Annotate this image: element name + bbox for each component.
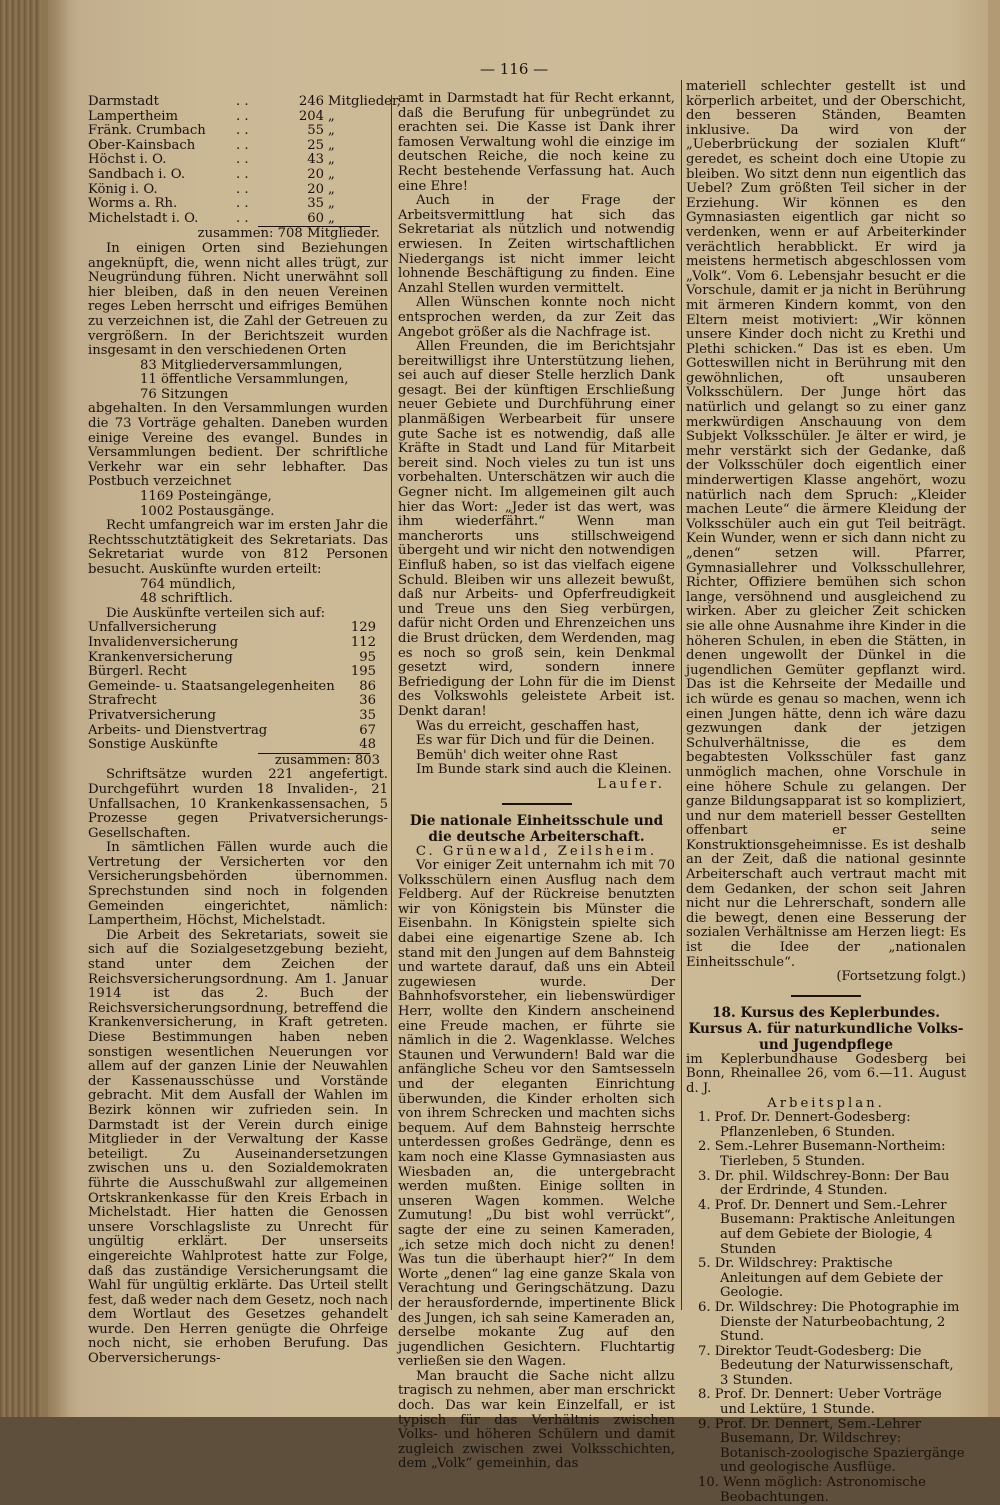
member-count: 25: [307, 137, 324, 153]
topic-name: Strafrecht: [88, 693, 157, 709]
leader-dots: . .: [236, 152, 249, 168]
verse-line: Im Bunde stark sind auch die Kleinen.: [416, 762, 672, 778]
spacer: [376, 724, 388, 739]
article-author: C. Grünewald, Zeilsheim.: [415, 843, 658, 859]
member-place: König i. O.: [88, 181, 158, 197]
member-place: Ober-Kainsbach: [88, 137, 196, 153]
section-rule: [791, 995, 861, 997]
spacer: [376, 680, 388, 695]
paragraph: Die Auskünfte verteilen sich auf:: [106, 605, 326, 621]
leader-dots: . .: [236, 123, 249, 139]
spacer: [376, 621, 388, 636]
leader-dots: . .: [236, 137, 249, 153]
member-count: 204: [298, 108, 324, 124]
member-count: 60: [307, 210, 324, 226]
topics-table: [88, 621, 388, 752]
members-row: [88, 110, 388, 125]
member-place: Fränk. Crumbach: [88, 123, 206, 139]
members-row: [88, 168, 388, 183]
member-unit: „: [328, 108, 335, 124]
paragraph: Die Arbeit des Sekretariats, soweit sie sich auf die Sozialgesetzgebung bezieht, stand unter dem Zeichen der Reichsversicherungsordnung. Am 1. Januar 1914 ist das 2. Buch der Reichsversicherungsordnung, betreffend die Krankenversicherung, in Kraft getreten. Diese Bestimmungen haben neben sonstigen wesentlichen Neuerungen vor allem auf der ganzen Linie der Neuwahlen der Kassenausschüsse und Vorstände gebracht. Mit dem Ausfall der Wahlen im Bezirk können wir zufrieden sein. In Darmstadt ist der Verein durch einige Mitglieder in der Verwaltung der Kasse beteiligt. Zu Auseinandersetzungen zwischen uns u. den Sozialdemokraten führte die Ausschußwahl zur allgemeinen Ortskrankenkasse für den Kreis Erbach in Michelstadt. Hier hatten die Genossen unsere Vorschlagsliste zu Unrecht für ungültig erklärt. Der unserseits eingereichte Wahlprotest hatte zur Folge, daß das zuständige Versicherungsamt die Wahl für ungültig erklärte. Das Urteil stellt fest, daß weder nach dem Gesetz, noch nach dem Wortlaut des Gesetzes gehandelt wurde. Den Herren genügte die Ohrfeige noch nicht, sie erhoben Berufung. Das Oberversicherungs-: [88, 927, 388, 1367]
page-number: — 116 —: [480, 60, 549, 78]
members-row: [88, 183, 388, 198]
plan-item: 3. Dr. phil. Wildschrey-Bonn: Der Bau der Erdrinde, 4 Stunden.: [698, 1168, 950, 1199]
leader-dots: . .: [236, 196, 249, 212]
paragraph: Allen Wünschen konnte noch nicht entsprochen werden, da zur Zeit das Angebot größer als die Nachfrage ist.: [398, 295, 675, 340]
member-count: 246: [298, 94, 324, 109]
paragraph: amt in Darmstadt hat für Recht erkannt, daß die Berufung für unbegründet zu erachten sei. Die Kasse ist Dank ihrer famosen Verwaltung wohl die einzige im deutschen Reiche, die noch keine zu Recht bestehende Verfassung hat. Auch eine Ehre!: [398, 91, 675, 194]
course-intro: im Keplerbundhause Godesberg bei Bonn, Rheinallee 26, vom 6.—11. August d. J.: [686, 1051, 966, 1096]
column-3: [686, 80, 966, 1505]
member-count: 43: [307, 152, 324, 168]
topics-row: [88, 665, 388, 680]
member-place: Sandbach i. O.: [88, 166, 186, 182]
member-unit: „: [328, 166, 335, 182]
member-place: Michelstadt i. O.: [88, 210, 199, 226]
stat-line: 1169 Posteingänge,: [140, 489, 272, 505]
topic-name: Bürgerl. Recht: [88, 664, 187, 680]
stats-list: [88, 578, 388, 607]
topics-row: [88, 738, 388, 753]
spacer: [376, 665, 388, 680]
member-unit: „: [328, 181, 335, 197]
spacer: [376, 709, 388, 724]
members-table: [88, 94, 401, 226]
article-title: Die nationale Einheitsschule und die deutsche Arbeiterschaft.: [409, 812, 664, 845]
column-divider: [391, 95, 392, 1310]
topics-row: [88, 724, 388, 739]
topic-count: 35: [359, 707, 376, 723]
member-count: 35: [307, 196, 324, 212]
plan-item: 5. Dr. Wildschrey: Praktische Anleitungen auf dem Gebiete der Geologie.: [698, 1256, 943, 1301]
member-unit: „: [328, 152, 335, 168]
plan-list: [686, 1111, 966, 1505]
paragraph: Recht umfangreich war im ersten Jahr die Rechtsschutztätigkeit des Sekretariats. Das Sekretariat wurde von 812 Personen besucht. Auskünfte wurden erteilt:: [88, 518, 389, 577]
members-row: [88, 212, 388, 227]
course-title: 18. Kursus des Keplerbundes. Kursus A. für naturkundliche Volks- und Jugendpflege: [688, 1004, 964, 1053]
members-row: [88, 124, 388, 139]
topics-row: [88, 621, 388, 636]
member-place: Worms a. Rh.: [88, 196, 178, 212]
topics-row: [88, 709, 388, 724]
spacer: [376, 651, 388, 666]
members-total: zusammen: 708 Mitglieder.: [197, 226, 380, 242]
plan-item: 4. Prof. Dr. Dennert und Sem.-Lehrer Busemann: Praktische Anleitungen auf dem Gebiete der Biologie, 4 Stunden: [698, 1197, 956, 1257]
member-place: Höchst i. O.: [88, 152, 167, 168]
topic-count: 129: [350, 620, 376, 636]
topics-row: [88, 651, 388, 666]
plan-item: 1. Prof. Dr. Dennert-Godesberg: Pflanzenleben, 6 Stunden.: [698, 1110, 911, 1140]
leader-dots: . .: [236, 108, 249, 124]
members-row: [88, 139, 388, 154]
topic-count: 48: [359, 737, 376, 753]
paragraph: In einigen Orten sind Beziehungen angeknüpft, die, wenn nicht alles trügt, zur Neugründung führen. Nicht unerwähnt soll hier bleiben, daß in den neuen Vereinen reges Leben herrscht und eifriges Bemühen zu verzeichnen ist, die Zahl der Getreuen zu vergrößern. In der Berichtszeit wurden insgesamt in den verschiedenen Orten: [88, 240, 388, 359]
topic-count: 112: [350, 634, 376, 650]
leader-dots: . .: [236, 181, 249, 197]
topic-name: Privatversicherung: [88, 707, 216, 723]
topics-row: [88, 680, 388, 695]
topic-count: 36: [359, 693, 376, 709]
column-divider: [681, 80, 682, 1310]
paragraph: materiell schlechter gestellt ist und körperlich arbeitet, und der Oberschicht, den besseren Ständen, Beamten inklusive. Da wird von der „Ueberbrückung der sozialen Kluft“ geredet, es scheint doch eine Utopie zu bleiben. Wo sitzt denn nun eigentlich das Uebel? Zum größten Teil sicher in der Erziehung. Wir können es den Gymnasiasten eigentlich gar nicht so verdenken, wenn er auf Arbeiterkinder verächtlich herabblickt. Er wird ja meistens hermetisch abgeschlossen vom „Volk“. Vom 6. Lebensjahr besucht er die Vorschule, damit er ja nicht in Berührung mit ärmeren Kindern kommt, von den Eltern meist motiviert: „Wir können unsere Kinder doch nicht zu Krethi und Plethi schicken.“ Das ist es eben. Um Gotteswillen nicht in Berührung mit den gewöhnlichen, oft unsauberen Volksschülern. Der Junge hört das natürlich und gelangt so zu einer ganz merkwürdigen Anschauung von dem Subjekt Volksschüler. Je älter er wird, je mehr verstärkt sich der Gedanke, daß der Volksschüler doch eigentlich einer minderwertigen Klasse angehört, wozu natürlich nach dem Spruch: „Kleider machen Leute“ die ärmere Kleidung der Volksschüler auch ein gut Teil beiträgt. Kein Wunder, wenn er sich dann nicht zu „denen“ setzen will. Pfarrer, Gymnasiallehrer und Volksschullehrer, Richter, Offiziere bemühen sich schon lange, versöhnend und ausgleichend zu wirken. Aber zu gleicher Zeit schicken sie alle ohne Ausnahme ihre Kinder in die höheren Schulen, in eben die Stätten, in denen ungewollt der Dünkel in die jugendlichen Gemüter gepflanzt wird. Das ist die Kehrseite der Medaille und ich würde es genau so machen, wenn ich einen Jungen hätte, denn ich wäre dazu gezwungen dank der jetzigen Schulverhältnisse, die es dem begabtesten Volksschüler fast ganz unmöglich machen, ohne Vorschule in eine höhere Schule zu gelangen. Der ganze Bildungsapparat ist so kompliziert, und nur dem materiell besser Gestellten offenbart er seine Konstruktionsgeheimnisse. Es ist deshalb an der Zeit, daß die national gesinnte Arbeiterschaft auch vertraut macht mit dem Gedanken, der schon seit Jahren nicht nur die Lehrerschaft, sondern alle die bewegt, denen eine Besserung der sozialen Verhältnisse am Herzen liegt: Es ist die Idee der „nationalen Einheitsschule“.: [686, 79, 967, 970]
stats-list: [88, 490, 388, 519]
paragraph: Man braucht die Sache nicht allzu tragisch zu nehmen, aber man erschrickt doch. Das war kein Einzelfall, er ist typisch für das Verhältnis zwischen Volks- und höheren Schülern und damit zugleich zwischen zwei Volksschichten, dem „Volk“ gemeinhin, das: [398, 1368, 675, 1472]
plan-label: Arbeitsplan.: [767, 1095, 885, 1111]
stat-line: 11 öffentliche Versammlungen,: [140, 372, 349, 388]
member-unit: „: [328, 137, 335, 153]
column-1: [88, 94, 401, 1367]
paragraph: Schriftsätze wurden 221 angefertigt. Durchgeführt wurden 18 Invaliden-, 21 Unfallsachen, 10 Krankenkassensachen, 5 Prozesse gegen Privatversicherungs-Gesellschaften.: [88, 767, 388, 841]
member-count: 20: [307, 181, 324, 197]
paragraph: Allen Freunden, die im Berichtsjahr bereitwilligst ihre Unterstützung liehen, sei auch auf dieser Stelle herzlich Dank gesagt. Bei der künftigen Erschließung neuer Gebiete und Durchführung einer planmäßigen Werbearbeit für unsere gute Sache ist es notwendig, daß alle Kräfte in Stadt und Land für Mitarbeit bereit sind. Noch vieles zu tun ist uns vorbehalten. Unterschätzen wir auch die Gegner nicht. Im allgemeinen gilt auch hier das Wort: „Jeder ist das wert, was ihm wiederfährt.“ Wenn man mancherorts uns stillschweigend übergeht und wir nicht den notwendigen Einfluß haben, so ist das vielfach eigene Schuld. Bleiben wir uns allezeit bewußt, daß nur Arbeits- und Opferfreudigkeit und Treue uns den Sieg verbürgen, dafür nicht Orden und Ehrenzeichen uns die Brust drücken, dem Werdenden, mag es noch so groß sein, kein Denkmal gesetzt wird, sondern innere Befriedigung der Lohn für die im Dienst des Volkswohls geleistete Arbeit ist. Denkt daran!: [398, 339, 675, 719]
leader-dots: . .: [236, 94, 249, 109]
member-place: Darmstadt: [88, 94, 159, 109]
topics-row: [88, 636, 388, 651]
topic-name: Invalidenversicherung: [88, 634, 239, 650]
topic-name: Sonstige Auskünfte: [88, 737, 218, 753]
topics-row: [88, 694, 388, 709]
continuation-note: (Fortsetzung folgt.): [836, 969, 966, 985]
member-unit: „: [328, 210, 335, 226]
topic-name: Krankenversicherung: [88, 649, 233, 665]
section-rule: [502, 803, 572, 805]
member-unit: Mitglieder,: [328, 94, 401, 109]
members-row: [88, 197, 388, 212]
member-unit: „: [328, 196, 335, 212]
plan-item: 2. Sem.-Lehrer Busemann-Northeim: Tierleben, 5 Stunden.: [698, 1139, 946, 1169]
verse-line: Bemüh' dich weiter ohne Rast: [416, 747, 618, 763]
topic-count: 195: [350, 664, 376, 680]
member-unit: „: [328, 123, 335, 139]
member-count: 20: [307, 166, 324, 182]
book-gutter-shadow: [40, 0, 70, 1417]
paragraph: Auch in der Frage der Arbeitsvermittlung hat sich das Sekretariat als nützlich und notwendig erwiesen. In Zeiten wirtschaftlichen Niedergangs ist nicht immer leicht lohnende Beschäftigung zu finden. Eine Anzahl Stellen wurden vermittelt.: [398, 193, 675, 296]
members-row: [88, 153, 388, 168]
stat-line: 48 schriftlich.: [140, 591, 233, 607]
stat-line: 1002 Postausgänge.: [140, 503, 275, 519]
members-row: [88, 94, 401, 110]
verse-author: Laufer.: [597, 776, 665, 792]
topic-count: 67: [359, 722, 376, 738]
topic-name: Arbeits- und Dienstvertrag: [88, 722, 268, 738]
adjacent-page-edge: [988, 0, 1000, 1417]
column-2: [398, 92, 675, 1472]
leader-dots: . .: [236, 166, 249, 182]
plan-item: 9. Prof. Dr. Dennert, Sem.-Lehrer Busemann, Dr. Wildschrey: Botanisch-zoologische Spaziergänge und geologische Ausflüge.: [698, 1416, 965, 1476]
topic-count: 86: [359, 678, 376, 694]
member-place: Lampertheim: [88, 108, 178, 124]
leader-dots: . .: [236, 210, 249, 226]
stat-line: 76 Sitzungen: [140, 386, 229, 402]
spacer: [376, 636, 388, 651]
spacer: [376, 738, 388, 753]
stat-line: 764 mündlich,: [140, 576, 236, 592]
topic-name: Unfallversicherung: [88, 620, 217, 636]
plan-item: 6. Dr. Wildschrey: Die Photographie im Dienste der Naturbeobachtung, 2 Stund.: [698, 1299, 960, 1345]
plan-item: 8. Prof. Dr. Dennert: Ueber Vorträge und Lektüre, 1 Stunde.: [698, 1387, 942, 1418]
spacer: [376, 694, 388, 709]
topic-count: 95: [359, 649, 376, 665]
topic-name: Gemeinde- u. Staatsangelegenheiten: [88, 678, 335, 694]
verse-line: Es war für Dich und für die Deinen.: [416, 733, 655, 749]
paragraph: In sämtlichen Fällen wurde auch die Vertretung der Versicherten vor den Versicherungsbehörden übernommen. Sprechstunden sind noch in folgenden Gemeinden eingerichtet, nämlich: Lampertheim, Höchst, Michelstadt.: [88, 840, 388, 929]
stat-line: 83 Mitgliederversammlungen,: [140, 357, 343, 373]
topics-total: zusammen: 803: [274, 752, 380, 768]
verse: [398, 720, 675, 778]
paragraph: abgehalten. In den Versammlungen wurden die 73 Vorträge gehalten. Daneben wurden einige Vereine des evangel. Bundes in Versammlungen bedient. Der schriftliche Verkehr war ein sehr lebhafter. Das Postbuch verzeichnet: [88, 401, 388, 490]
plan-item: 10. Wenn möglich: Astronomische Beobachtungen.: [698, 1475, 926, 1505]
paragraph: Vor einiger Zeit unternahm ich mit 70 Volksschülern einen Ausflug nach dem Feldberg. Auf der Rückreise benutzten wir von Königstein bis Münster die Eisenbahn. In Königstein spielte sich dabei eine eigenartige Szene ab. Ich stand mit den Jungen auf dem Bahnsteig und wartete darauf, daß uns ein Abteil zugewiesen wurde. Der Bahnhofsvorsteher, ein liebenswürdiger Herr, wollte den Kindern anscheinend eine Freude machen, er führte sie nämlich in die 2. Wagenklasse. Welches Staunen und Verwundern! Bald war die anfängliche Scheu vor den Samtsesseln und der eleganten Einrichtung überwunden, die Kinder erholten sich von ihrem Schrecken und machten sichs bequem. Auf dem Bahnsteig herrschte unterdessen großes Gedränge, denn es kam noch eine Klasse Gymnasiasten aus Wiesbaden an, die untergebracht werden mußten. Einige sollten in unseren Wagen kommen. Welche Zumutung! „Du bist wohl verrückt“, sagte der eine zu seinen Kameraden, „ich setze mich doch nicht zu denen! Was tun die überhaupt hier?“ In dem Worte „denen“ lag eine ganze Skala von Verachtung und Geringschätzung. Dazu der herausfordernde, impertinente Blick des Jungen, ich sah seine Kameraden an, derselbe mokante Zug auf den jugendlichen Gesichtern. Fluchtartig verließen sie den Wagen.: [398, 858, 675, 1370]
plan-item: 7. Direktor Teudt-Godesberg: Die Bedeutung der Naturwissenschaft, 3 Stunden.: [698, 1343, 954, 1388]
verse-line: Was du erreicht, geschaffen hast,: [416, 718, 640, 734]
member-count: 55: [307, 123, 324, 139]
stats-list: [88, 359, 388, 403]
